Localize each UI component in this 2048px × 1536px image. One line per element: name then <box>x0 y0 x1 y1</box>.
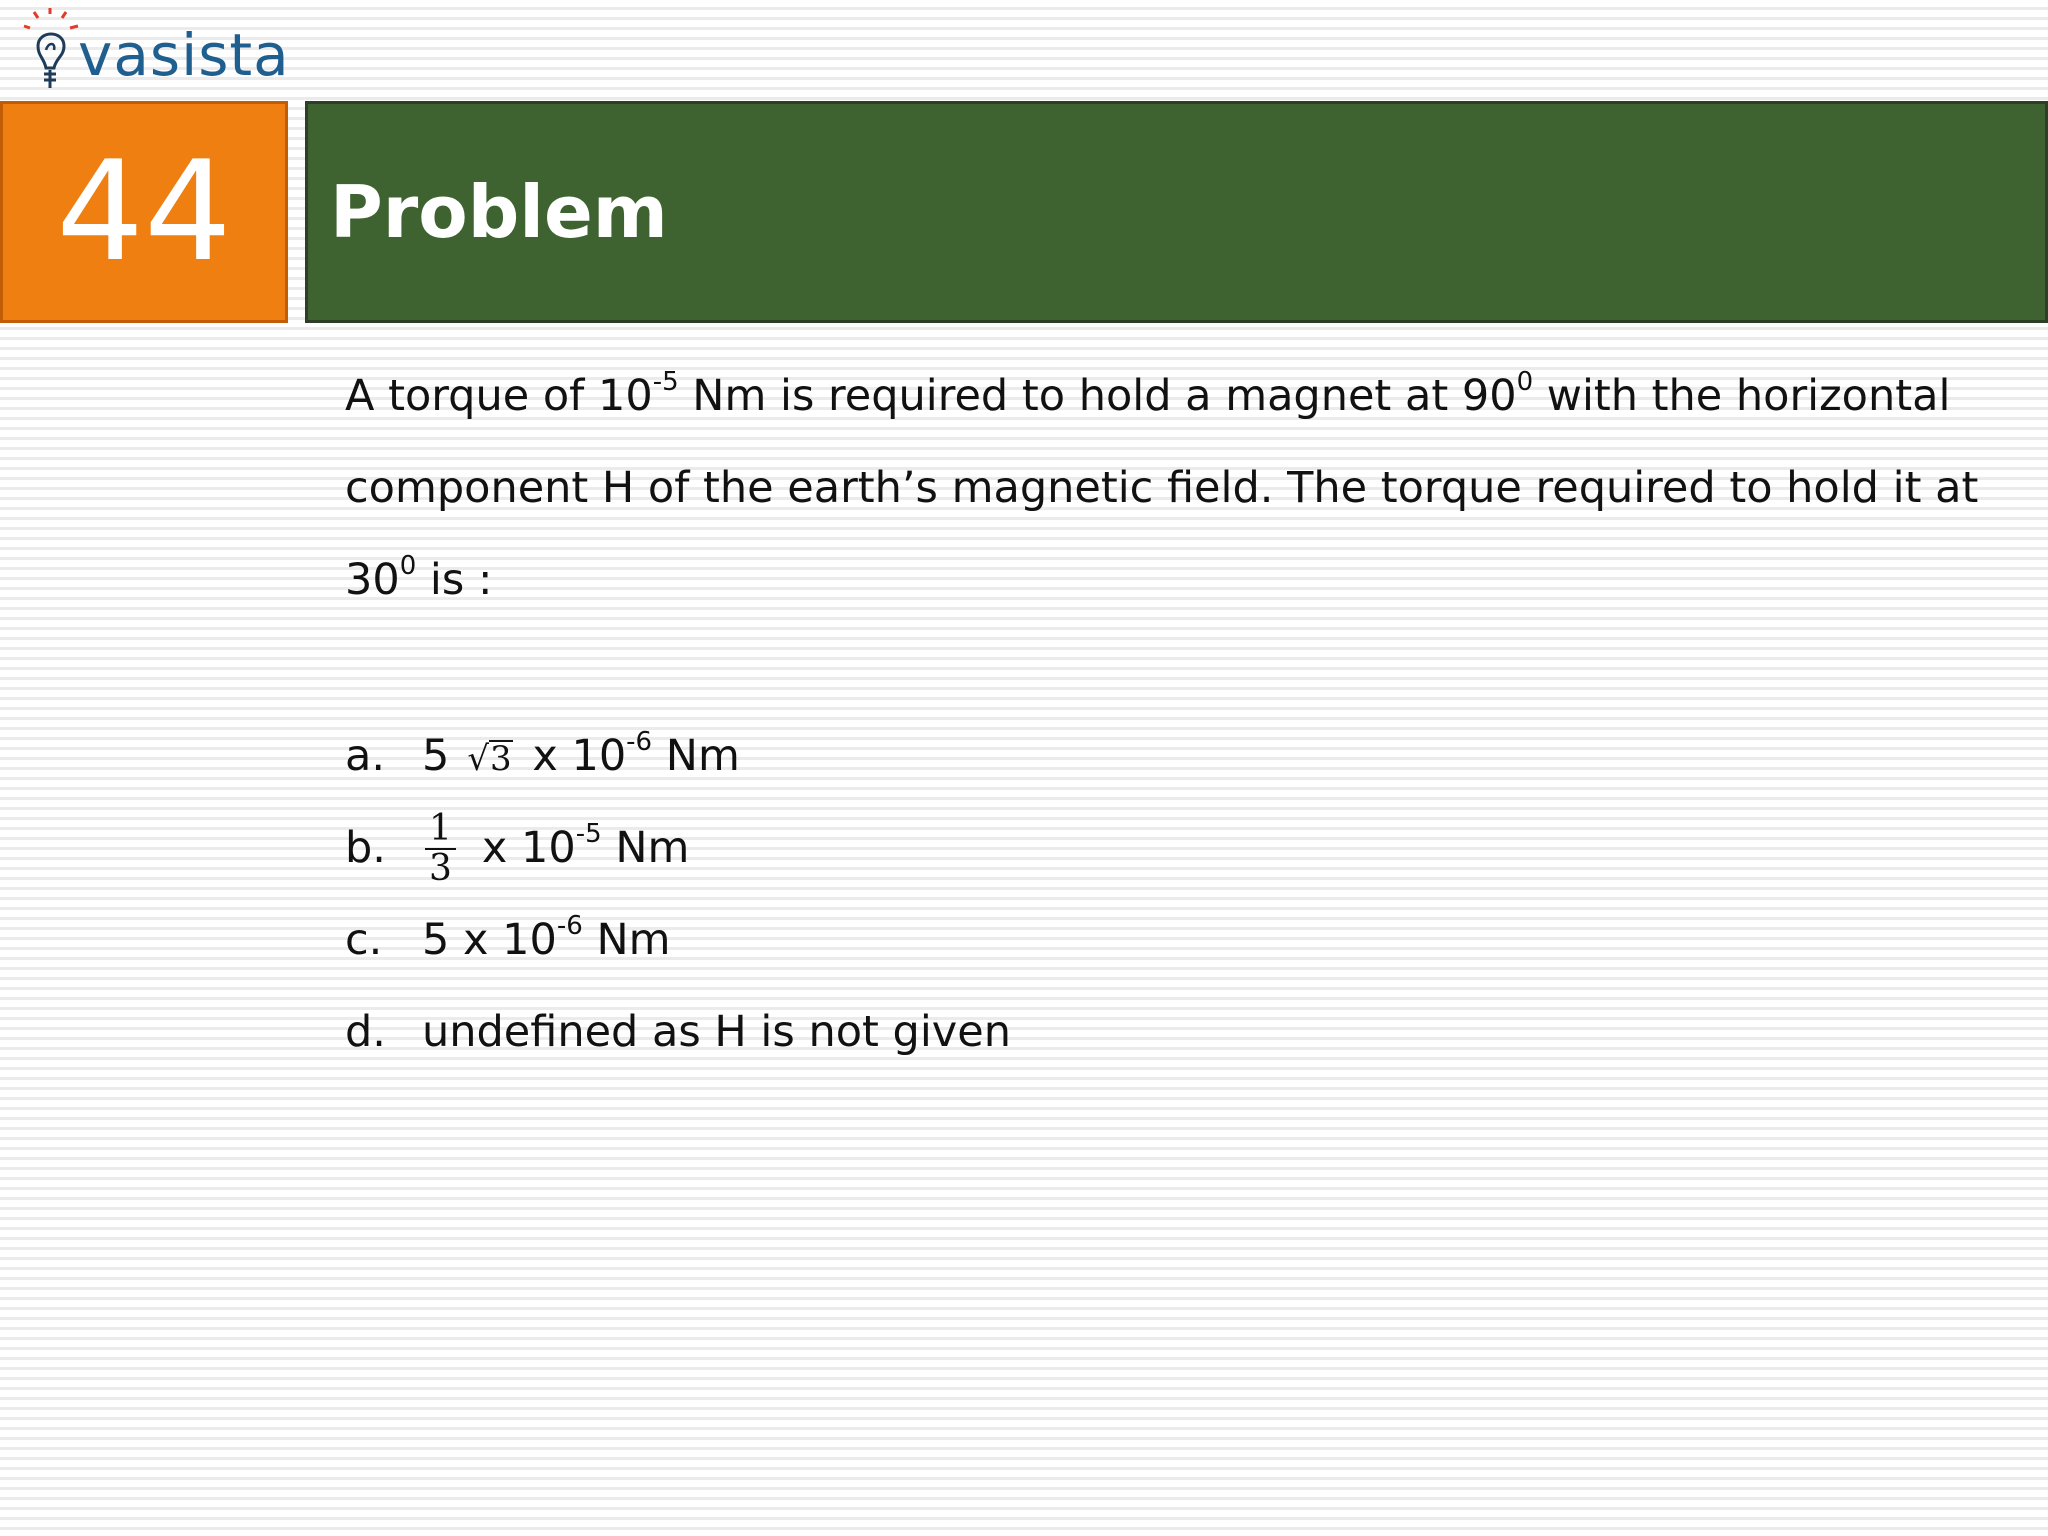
degree-superscript: 0 <box>1516 367 1534 397</box>
exponent: -5 <box>575 819 602 849</box>
option-text-part: 5 x 10 <box>422 915 557 965</box>
question-text-part: with the horizontal component H of the earth’s magnetic field. The torque required to hold it at 30 <box>345 371 1979 605</box>
slide-title: Problem <box>330 170 668 254</box>
question-text-part: Nm is required to hold a magnet at 90 <box>678 371 1517 421</box>
fraction-denominator: 3 <box>429 847 452 889</box>
option-b[interactable] <box>345 802 1945 894</box>
slide-number: 44 <box>56 131 232 292</box>
vasista-logo <box>20 6 290 98</box>
option-d[interactable] <box>345 986 1945 1078</box>
unit: Nm <box>582 915 671 965</box>
slide-number-box <box>0 101 288 323</box>
option-text <box>422 710 740 805</box>
fraction-numerator: 1 <box>425 810 456 850</box>
option-text-part: x 10 <box>481 823 576 873</box>
exponent: -5 <box>652 367 679 397</box>
unit: Nm <box>601 823 690 873</box>
option-letter: b. <box>345 823 386 873</box>
option-a[interactable] <box>345 710 1945 802</box>
option-text-part: x 10 <box>518 731 627 781</box>
option-text <box>393 802 689 894</box>
question-text-part: is : <box>416 555 493 605</box>
option-c[interactable] <box>345 894 1945 986</box>
exponent: -6 <box>626 727 653 757</box>
option-letter: d. <box>345 1007 386 1057</box>
exponent: -6 <box>556 911 583 941</box>
logo-text: vasista <box>78 21 290 89</box>
unit: Nm <box>652 731 740 781</box>
question-text <box>345 350 2025 626</box>
coefficient: 5 <box>422 731 450 781</box>
option-letter: c. <box>345 915 383 965</box>
radicand: 3 <box>490 739 512 779</box>
question-text-part: A torque of 10 <box>345 371 653 421</box>
option-text: undefined as H is not given <box>422 1007 1011 1057</box>
degree-superscript: 0 <box>399 551 417 581</box>
answer-options <box>345 710 1945 1078</box>
square-root: √3 <box>467 739 512 779</box>
option-text <box>422 894 671 986</box>
fraction <box>425 807 456 889</box>
title-bar <box>305 101 2048 323</box>
option-letter: a. <box>345 731 386 781</box>
